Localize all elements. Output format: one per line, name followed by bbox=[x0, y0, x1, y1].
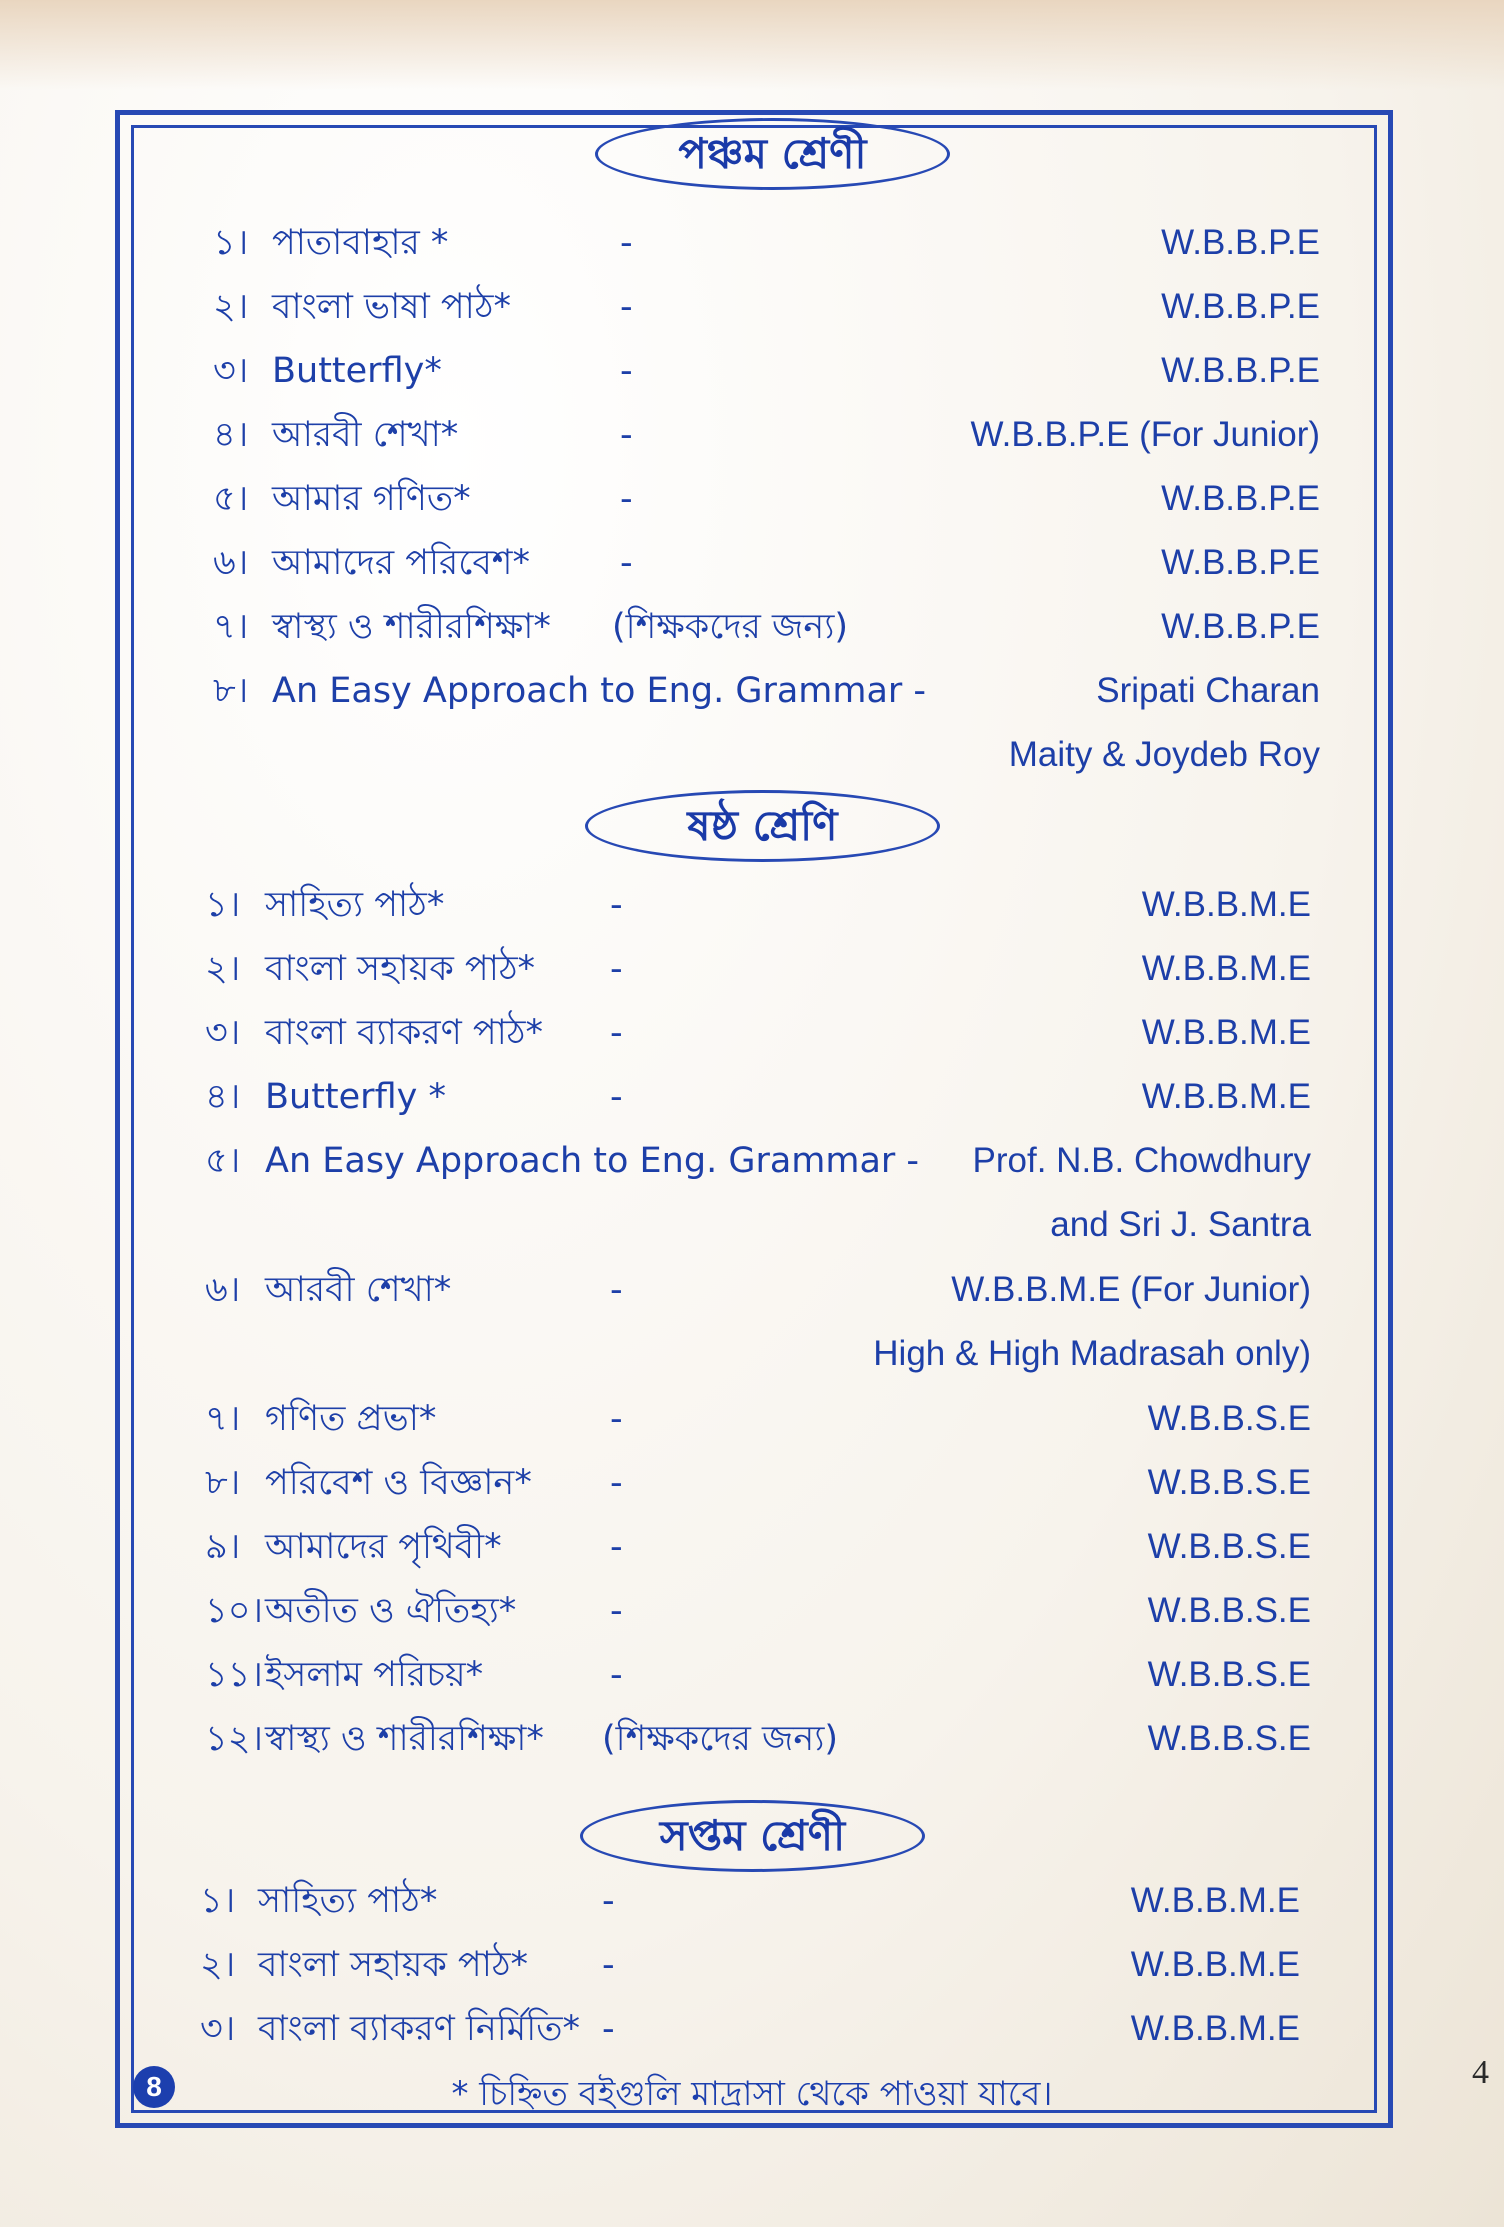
item-separator: - bbox=[610, 1077, 623, 1117]
item-number: ৯। bbox=[205, 1527, 241, 1567]
item-number: ৩। bbox=[200, 2009, 236, 2049]
item-publisher: W.B.B.M.E bbox=[1141, 949, 1311, 988]
item-publisher: W.B.B.P.E bbox=[1161, 351, 1320, 390]
item-publisher-continued: Maity & Joydeb Roy bbox=[1008, 735, 1320, 774]
item-publisher: W.B.B.P.E bbox=[1161, 479, 1320, 518]
item-separator: - bbox=[610, 1013, 623, 1053]
item-number: ৭। bbox=[213, 607, 249, 647]
item-separator: - bbox=[610, 949, 623, 989]
item-title: আমাদের পৃথিবী* bbox=[265, 1527, 502, 1567]
item-number: ৩। bbox=[205, 1013, 241, 1053]
item-separator: - bbox=[620, 351, 633, 391]
item-separator: - bbox=[602, 2009, 615, 2049]
item-publisher: W.B.B.S.E bbox=[1147, 1527, 1311, 1566]
item-separator: - bbox=[620, 415, 633, 455]
item-title: পরিবেশ ও বিজ্ঞান* bbox=[265, 1463, 532, 1503]
item-publisher: W.B.B.P.E (For Junior) bbox=[970, 415, 1320, 454]
item-title: আমার গণিত* bbox=[272, 479, 471, 519]
item-separator: - bbox=[620, 543, 633, 583]
item-separator: (শিক্ষকদের জন্য) bbox=[612, 607, 849, 647]
item-publisher: W.B.B.M.E bbox=[1141, 885, 1311, 924]
item-number: ১১। bbox=[205, 1655, 263, 1695]
item-publisher: Sripati Charan bbox=[1096, 671, 1320, 710]
item-separator: - bbox=[610, 1591, 623, 1631]
item-separator: - bbox=[610, 1655, 623, 1695]
item-separator: - bbox=[610, 885, 623, 925]
item-title: গণিত প্রভা* bbox=[265, 1399, 437, 1439]
item-separator: - bbox=[610, 1463, 623, 1503]
item-publisher: W.B.B.M.E (For Junior) bbox=[951, 1270, 1311, 1309]
item-title: বাংলা ভাষা পাঠ* bbox=[272, 287, 511, 327]
item-publisher: W.B.B.M.E bbox=[1130, 1881, 1300, 1920]
item-publisher: W.B.B.S.E bbox=[1147, 1591, 1311, 1630]
item-title: বাংলা ব্যাকরণ নির্মিতি* bbox=[258, 2009, 580, 2049]
footnote: * চিহ্নিত বইগুলি মাদ্রাসা থেকে পাওয়া যাবে। bbox=[451, 2074, 1053, 2114]
item-number: ১। bbox=[205, 885, 241, 925]
item-separator: - bbox=[610, 1399, 623, 1439]
item-number: ৫। bbox=[205, 1141, 241, 1181]
item-number: ৪। bbox=[205, 1077, 241, 1117]
item-number: ৬। bbox=[213, 543, 249, 583]
item-publisher: W.B.B.M.E bbox=[1141, 1077, 1311, 1116]
item-number: ৬। bbox=[205, 1270, 241, 1310]
item-separator: - bbox=[620, 287, 633, 327]
item-publisher: W.B.B.S.E bbox=[1147, 1399, 1311, 1438]
item-publisher: W.B.B.P.E bbox=[1161, 607, 1320, 646]
item-publisher: W.B.B.P.E bbox=[1161, 287, 1320, 326]
item-number: ১। bbox=[213, 223, 249, 263]
item-title: স্বাস্থ্য ও শারীরশিক্ষা* bbox=[265, 1719, 544, 1759]
item-title: Butterfly* bbox=[272, 351, 442, 391]
item-title: স্বাস্থ্য ও শারীরশিক্ষা* bbox=[272, 607, 551, 647]
item-publisher: W.B.B.M.E bbox=[1130, 1945, 1300, 1984]
item-publisher-continued: and Sri J. Santra bbox=[1050, 1205, 1311, 1244]
item-publisher: W.B.B.P.E bbox=[1161, 543, 1320, 582]
item-number: ১। bbox=[200, 1881, 236, 1921]
item-title: আমাদের পরিবেশ* bbox=[272, 543, 531, 583]
item-title: সাহিত্য পাঠ* bbox=[265, 885, 445, 925]
item-title: পাতাবাহার * bbox=[272, 223, 449, 263]
item-title: ইসলাম পরিচয়* bbox=[265, 1655, 484, 1695]
item-publisher: Prof. N.B. Chowdhury bbox=[972, 1141, 1311, 1180]
item-title: বাংলা সহায়ক পাঠ* bbox=[265, 949, 536, 989]
page-number-badge: 8 bbox=[133, 2066, 175, 2108]
item-separator: - bbox=[620, 479, 633, 519]
item-title: An Easy Approach to Eng. Grammar - bbox=[265, 1141, 920, 1181]
item-number: ২। bbox=[213, 287, 249, 327]
corner-page-number: 4 bbox=[1472, 2054, 1489, 2091]
item-number: ৫। bbox=[213, 479, 249, 519]
item-separator: (শিক্ষকদের জন্য) bbox=[602, 1719, 839, 1759]
item-publisher: W.B.B.S.E bbox=[1147, 1463, 1311, 1502]
item-publisher: W.B.B.S.E bbox=[1147, 1719, 1311, 1758]
item-title: আরবী শেখা* bbox=[265, 1270, 452, 1310]
item-publisher: W.B.B.S.E bbox=[1147, 1655, 1311, 1694]
item-title: আরবী শেখা* bbox=[272, 415, 459, 455]
item-title: সাহিত্য পাঠ* bbox=[258, 1881, 438, 1921]
item-publisher: W.B.B.M.E bbox=[1130, 2009, 1300, 2048]
item-title: বাংলা সহায়ক পাঠ* bbox=[258, 1945, 529, 1985]
item-separator: - bbox=[610, 1270, 623, 1310]
item-title: Butterfly * bbox=[265, 1077, 446, 1117]
item-separator: - bbox=[602, 1945, 615, 1985]
item-publisher-continued: High & High Madrasah only) bbox=[873, 1334, 1311, 1373]
item-number: ২। bbox=[205, 949, 241, 989]
item-number: ৮। bbox=[205, 1463, 241, 1503]
item-title: An Easy Approach to Eng. Grammar - bbox=[272, 671, 927, 711]
item-number: ৮। bbox=[213, 671, 249, 711]
paper-edge-shadow bbox=[0, 0, 1504, 90]
item-number: ৪। bbox=[213, 415, 249, 455]
section-title-2: ষষ্ঠ শ্রেণি bbox=[585, 790, 940, 862]
section-title-3: সপ্তম শ্রেণী bbox=[580, 1800, 925, 1872]
item-separator: - bbox=[620, 223, 633, 263]
item-separator: - bbox=[602, 1881, 615, 1921]
item-number: ১২। bbox=[205, 1719, 263, 1759]
section-title-1: পঞ্চম শ্রেণী bbox=[595, 118, 950, 190]
item-number: ৩। bbox=[213, 351, 249, 391]
item-number: ২। bbox=[200, 1945, 236, 1985]
item-number: ১০। bbox=[205, 1591, 263, 1631]
item-publisher: W.B.B.P.E bbox=[1161, 223, 1320, 262]
item-separator: - bbox=[610, 1527, 623, 1567]
item-title: অতীত ও ঐতিহ্য* bbox=[265, 1591, 517, 1631]
item-number: ৭। bbox=[205, 1399, 241, 1439]
item-publisher: W.B.B.M.E bbox=[1141, 1013, 1311, 1052]
item-title: বাংলা ব্যাকরণ পাঠ* bbox=[265, 1013, 543, 1053]
